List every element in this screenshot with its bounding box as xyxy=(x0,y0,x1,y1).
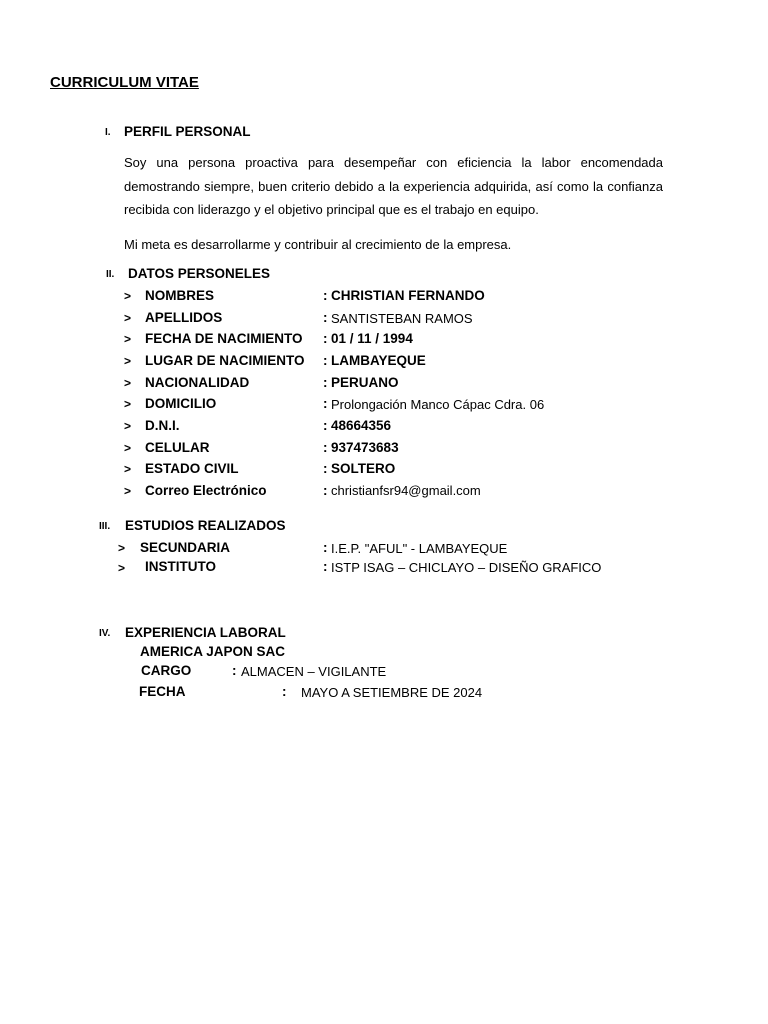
perfil-paragraph-1: Soy una persona proactiva para desempeñar con eficiencia la labor encomendada demostrando siempre, buen criterio debido a la experiencia adquirida, así como la confianza recibida con liderazgo y el objetivo principal que es el trabajo en equipo. xyxy=(124,155,663,217)
datos-value: 01 / 11 / 1994 xyxy=(331,331,413,346)
bullet-marker: > xyxy=(118,541,126,555)
bullet-marker: > xyxy=(124,462,132,476)
section-number-perfil: I. xyxy=(105,127,111,138)
datos-colon: : xyxy=(323,310,328,325)
datos-label: Correo Electrónico xyxy=(145,483,267,498)
bullet-marker: > xyxy=(124,484,132,498)
experiencia-company: AMERICA JAPON SAC xyxy=(140,644,286,659)
bullet-marker: > xyxy=(124,332,132,346)
section-title-datos: DATOS PERSONELES xyxy=(128,266,271,281)
estudios-colon: : xyxy=(323,559,328,574)
datos-colon: : xyxy=(323,288,328,303)
experiencia-fecha-colon: : xyxy=(282,684,287,699)
datos-label: ESTADO CIVIL xyxy=(145,461,239,476)
bullet-marker: > xyxy=(124,441,132,455)
estudios-label: INSTITUTO xyxy=(145,559,217,574)
section-number-estudios: III. xyxy=(99,521,111,532)
datos-label: D.N.I. xyxy=(145,418,180,433)
datos-value: CHRISTIAN FERNANDO xyxy=(331,288,485,303)
datos-label: NACIONALIDAD xyxy=(145,375,250,390)
datos-value: PERUANO xyxy=(331,375,399,390)
datos-colon: : xyxy=(323,375,328,390)
section-number-datos: II. xyxy=(106,269,115,280)
estudios-label: SECUNDARIA xyxy=(140,540,231,555)
experiencia-cargo-value: ALMACEN – VIGILANTE xyxy=(241,664,387,679)
bullet-marker: > xyxy=(118,561,126,575)
experiencia-fecha-label: FECHA xyxy=(139,684,186,699)
datos-value-email: christianfsr94@gmail.com xyxy=(331,483,481,498)
datos-colon: : xyxy=(323,353,328,368)
experiencia-cargo-colon: : xyxy=(232,663,237,678)
datos-colon: : xyxy=(323,440,328,455)
section-title-estudios: ESTUDIOS REALIZADOS xyxy=(125,518,286,533)
datos-value: 48664356 xyxy=(331,418,392,433)
datos-colon: : xyxy=(323,418,328,433)
section-title-perfil: PERFIL PERSONAL xyxy=(124,124,251,139)
datos-label: LUGAR DE NACIMIENTO xyxy=(145,353,305,368)
datos-colon: : xyxy=(323,331,328,346)
datos-label: APELLIDOS xyxy=(145,310,223,325)
bullet-marker: > xyxy=(124,376,132,390)
perfil-paragraph-2: Mi meta es desarrollarme y contribuir al crecimiento de la empresa. xyxy=(124,237,512,252)
estudios-colon: : xyxy=(323,540,328,555)
datos-colon: : xyxy=(323,396,328,411)
datos-value: SANTISTEBAN RAMOS xyxy=(331,311,473,326)
bullet-marker: > xyxy=(124,397,132,411)
experiencia-fecha-value: MAYO A SETIEMBRE DE 2024 xyxy=(301,685,483,700)
datos-label: NOMBRES xyxy=(145,288,215,303)
bullet-marker: > xyxy=(124,311,132,325)
experiencia-cargo-label: CARGO xyxy=(141,663,192,678)
datos-colon: : xyxy=(323,483,328,498)
datos-value: Prolongación Manco Cápac Cdra. 06 xyxy=(331,397,545,412)
datos-label: CELULAR xyxy=(145,440,210,455)
estudios-value: ISTP ISAG – CHICLAYO – DISEÑO GRAFICO xyxy=(331,560,602,575)
datos-value: SOLTERO xyxy=(331,461,396,476)
bullet-marker: > xyxy=(124,354,132,368)
estudios-value: I.E.P. "AFUL" - LAMBAYEQUE xyxy=(331,541,508,556)
datos-label: DOMICILIO xyxy=(145,396,217,411)
datos-colon: : xyxy=(323,461,328,476)
datos-label: FECHA DE NACIMIENTO xyxy=(145,331,303,346)
datos-value: 937473683 xyxy=(331,440,399,455)
bullet-marker: > xyxy=(124,419,132,433)
datos-value: LAMBAYEQUE xyxy=(331,353,426,368)
document-title: CURRICULUM VITAE xyxy=(50,74,199,91)
section-title-experiencia: EXPERIENCIA LABORAL xyxy=(125,625,286,640)
section-number-experiencia: IV. xyxy=(99,628,111,639)
bullet-marker: > xyxy=(124,289,132,303)
